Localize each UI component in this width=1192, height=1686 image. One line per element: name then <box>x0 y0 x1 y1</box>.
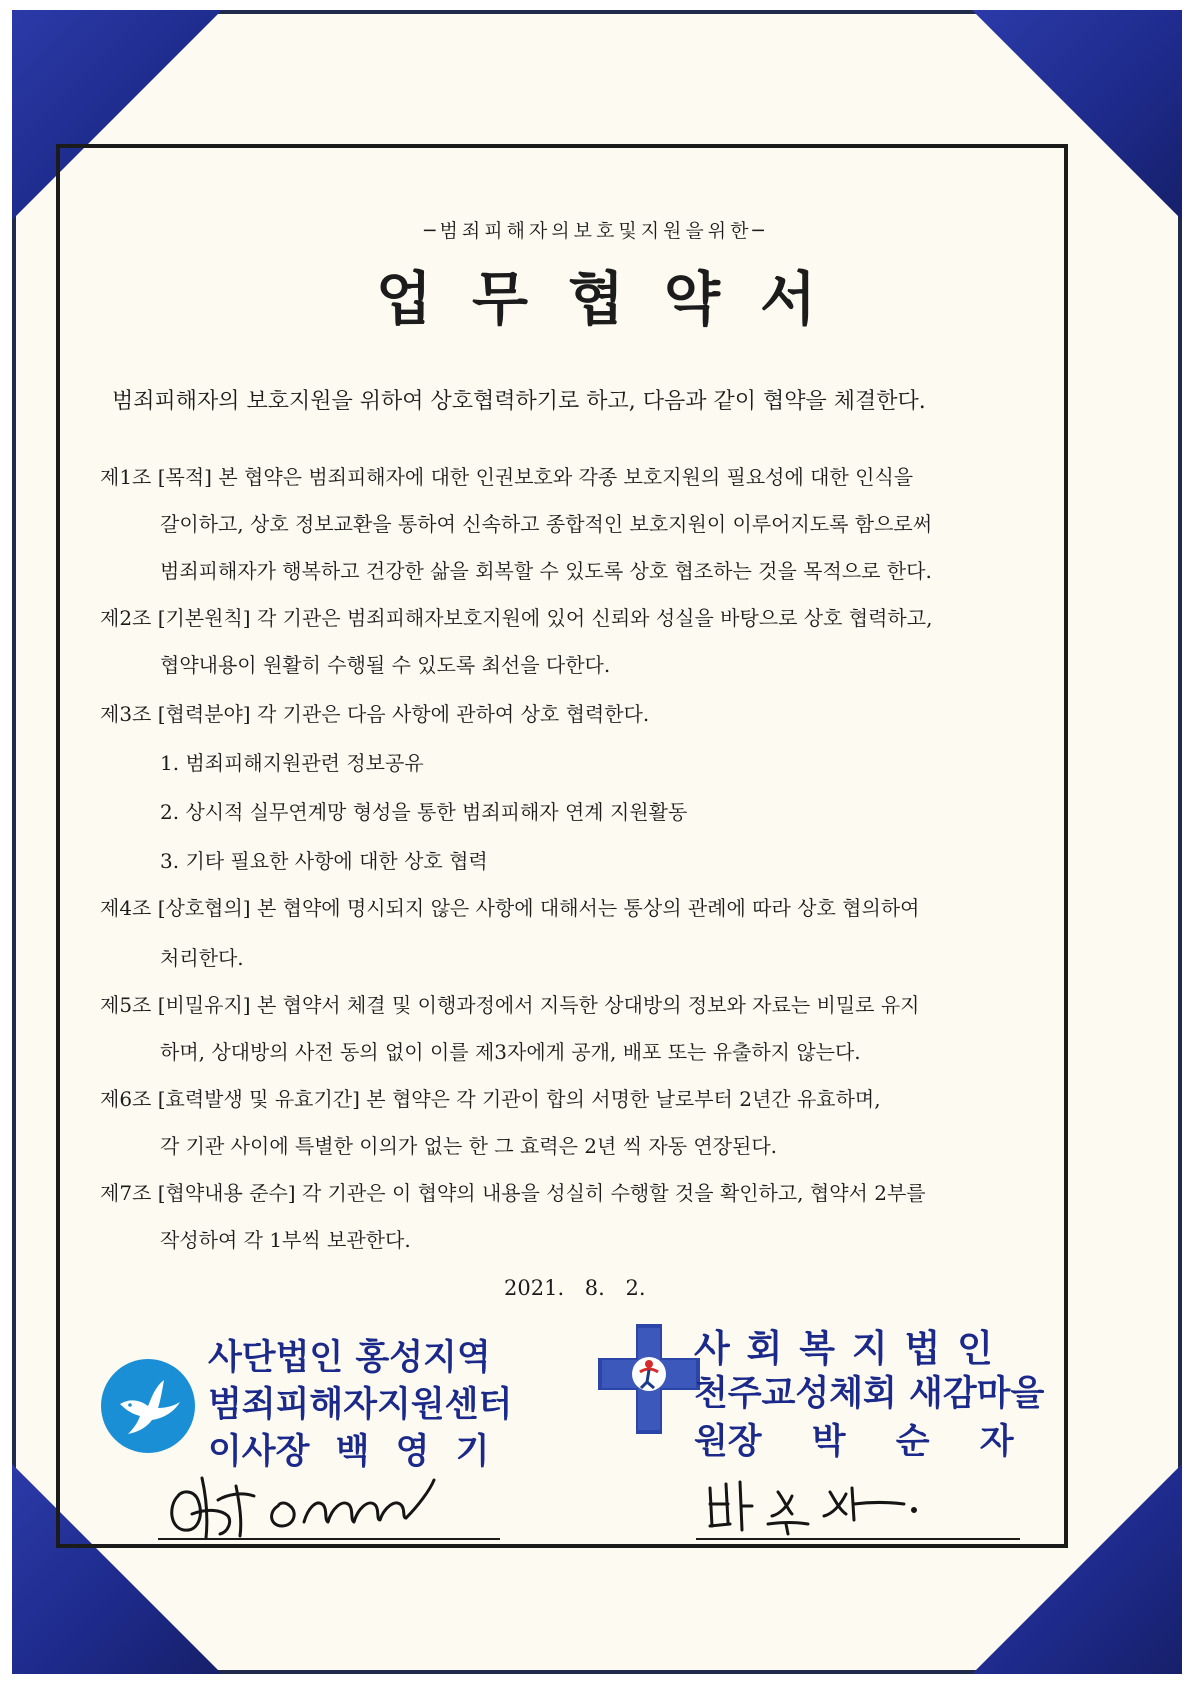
article-6-line-1: 제6조 [효력발생 및 유효기간] 본 협약은 각 기관이 합의 서명한 날로부터 2년간 유효하며, <box>100 1087 881 1111</box>
article-1-line-1: 제1조 [목적] 본 협약은 범죄피해자에 대한 인권보호와 각종 보호지원의 필요성에 대한 인식을 <box>100 465 914 489</box>
right-handwritten-signature <box>700 1470 940 1540</box>
article-5-line-1: 제5조 [비밀유지] 본 협약서 체결 및 이행과정에서 지득한 상대방의 정보와 자료는 비밀로 유지 <box>100 993 920 1017</box>
article-4-line-2: 처리한다. <box>160 946 244 970</box>
right-signer: 원장 박 순 자 <box>694 1422 1014 1462</box>
article-1-line-3: 범죄피해자가 행복하고 건강한 삶을 회복할 수 있도록 상호 협조하는 것을 목적으로 한다. <box>160 559 932 583</box>
left-signature-line <box>158 1538 500 1540</box>
article-3-item-1: 1. 범죄피해지원관련 정보공유 <box>160 751 424 775</box>
right-signature-line <box>696 1538 1020 1540</box>
article-7-line-2: 작성하여 각 1부씩 보관한다. <box>160 1228 411 1252</box>
article-3-item-3: 3. 기타 필요한 사항에 대한 상호 협력 <box>160 849 488 873</box>
article-2-line-1: 제2조 [기본원칙] 각 기관은 범죄피해자보호지원에 있어 신뢰와 성실을 바탕으로 상호 협력하고, <box>100 606 933 630</box>
document-subtitle: ─범죄피해자의보호및지원을위한─ <box>424 220 768 242</box>
left-signer: 이사장 백 영 기 <box>208 1432 490 1472</box>
left-org-line-2: 범죄피해자지원센터 <box>208 1385 513 1425</box>
document-title: 업무협약서 <box>375 265 857 333</box>
right-org-line-1: 사 회 복 지 법 인 <box>694 1327 995 1370</box>
article-1-line-2: 갈이하고, 상호 정보교환을 통하여 신속하고 종합적인 보호지원이 이루어지도록 함으로써 <box>160 512 933 536</box>
article-3-item-2: 2. 상시적 실무연계망 형성을 통한 범죄피해자 연계 지원활동 <box>160 800 688 824</box>
article-4-line-1: 제4조 [상호협의] 본 협약에 명시되지 않은 사항에 대해서는 통상의 관례에 따라 상호 협의하여 <box>100 896 920 920</box>
preamble: 범죄피해자의 보호지원을 위하여 상호협력하기로 하고, 다음과 같이 협약을 체결한다. <box>112 389 926 414</box>
left-handwritten-signature <box>158 1456 458 1546</box>
article-2-line-2: 협약내용이 원활히 수행될 수 있도록 최선을 다한다. <box>160 653 611 677</box>
article-7-line-1: 제7조 [협약내용 준수] 각 기관은 이 협약의 내용을 성실히 수행할 것을 확인하고, 협약서 2부를 <box>100 1181 926 1205</box>
agreement-date: 2021. 8. 2. <box>504 1276 646 1300</box>
right-org-line-2: 천주교성체회 새감마을 <box>694 1374 1045 1414</box>
dove-icon <box>100 1358 196 1454</box>
article-5-line-2: 하며, 상대방의 사전 동의 없이 이를 제3자에게 공개, 배포 또는 유출하지 않는다. <box>160 1040 861 1064</box>
article-6-line-2: 각 기관 사이에 특별한 이의가 없는 한 그 효력은 2년 씩 자동 연장된다. <box>160 1134 778 1158</box>
cross-emblem-icon <box>594 1320 704 1438</box>
article-3-line-1: 제3조 [협력분야] 각 기관은 다음 사항에 관하여 상호 협력한다. <box>100 702 650 726</box>
left-org-line-1: 사단법인 홍성지역 <box>208 1338 491 1378</box>
